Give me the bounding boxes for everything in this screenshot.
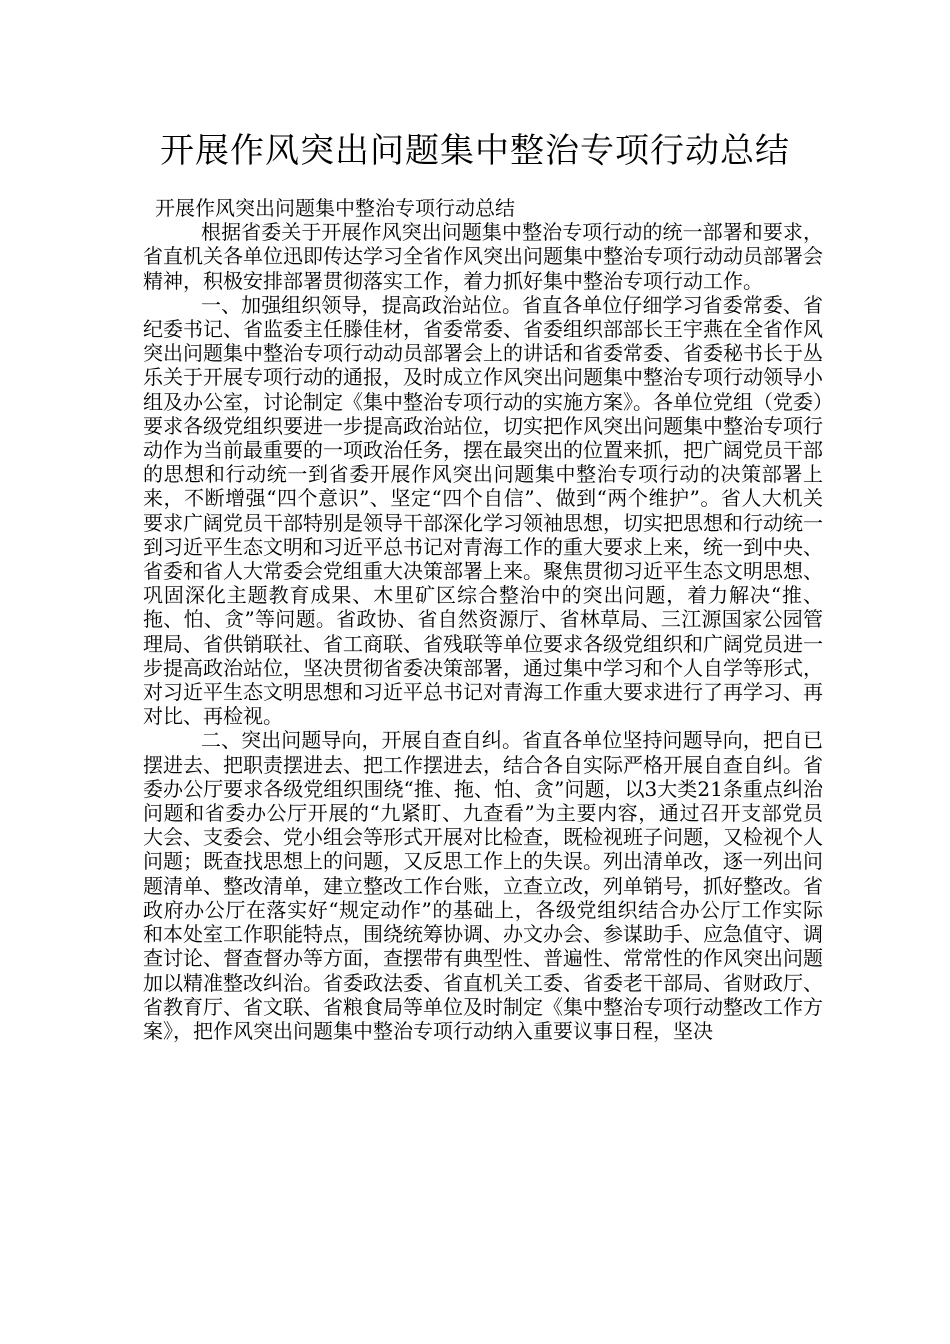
paragraph-intro: 根据省委关于开展作风突出问题集中整治专项行动的统一部署和要求，省直机关各单位迅即传达学习全省作风突出问题集中整治专项行动动员部署会精神，积极安排部署贯彻落实工作，着力抓好集中整治专项行动工作。 bbox=[143, 220, 823, 293]
document-title: 开展作风突出问题集中整治专项行动总结 bbox=[160, 131, 790, 171]
paragraph-section-one: 一、加强组织领导，提高政治站位。省直各单位仔细学习省委常委、省纪委书记、省监委主任滕佳材，省委常委、省委组织部部长王宇燕在全省作风突出问题集中整治专项行动动员部署会上的讲话和省委常委、省委秘书长于丛乐关于开展专项行动的通报，及时成立作风突出问题集中整治专项行动领导小组及办公室，讨论制定《集中整治专项行动的实施方案》。各单位党组（党委）要求各级党组织要进一步提高政治站位，切实把作风突出问题集中整治专项行动作为当前最重要的一项政治任务，摆在最突出的位置来抓，把广阔党员干部的思想和行动统一到省委开展作风突出问题集中整治专项行动的决策部署上来，不断增强“四个意识”、坚定“四个自信”、做到“两个维护”。省人大机关要求广阔党员干部特别是领导干部深化学习领袖思想，切实把思想和行动统一到习近平生态文明和习近平总书记对青海工作的重大要求上来，统一到中央、省委和省人大常委会党组重大决策部署上来。聚焦贯彻习近平生态文明思想、巩固深化主题教育成果、木里矿区综合整治中的突出问题，着力解决“推、拖、怕、贪”等问题。省政协、省自然资源厅、省林草局、三江源国家公园管理局、省供销联社、省工商联、省残联等单位要求各级党组织和广阔党员进一步提高政治站位，坚决贯彻省委决策部署，通过集中学习和个人自学等形式，对习近平生态文明思想和习近平总书记对青海工作重大要求进行了再学习、再对比、再检视。 bbox=[143, 292, 823, 729]
document-subtitle: 开展作风突出问题集中整治专项行动总结 bbox=[155, 196, 515, 220]
document-body bbox=[143, 196, 823, 1043]
paragraph-section-two: 二、突出问题导向，开展自查自纠。省直各单位坚持问题导向，把自已摆进去、把职责摆进去、把工作摆进去，结合各自实际严格开展自查自纠。省委办公厅要求各级党组织围绕“推、拖、怕、贪”问题，以3大类21条重点纠治问题和省委办公厅开展的“九紧盯、九查看”为主要内容，通过召开支部党员大会、支委会、党小组会等形式开展对比检查，既检视班子问题，又检视个人问题；既查找思想上的问题，又反思工作上的失误。列出清单改，逐一列出问题清单、整改清单，建立整改工作台账，立查立改，列单销号，抓好整改。省政府办公厅在落实好“规定动作”的基础上，各级党组织结合办公厅工作实际和本处室工作职能特点，围绕统筹协调、办文办会、参谋助手、应急值守、调查讨论、督查督办等方面，查摆带有典型性、普遍性、常常性的作风突出问题加以精准整改纠治。省委政法委、省直机关工委、省委老干部局、省财政厅、省教育厅、省文联、省粮食局等单位及时制定《集中整治专项行动整改工作方案》，把作风突出问题集中整治专项行动纳入重要议事日程，坚决 bbox=[143, 728, 823, 1043]
